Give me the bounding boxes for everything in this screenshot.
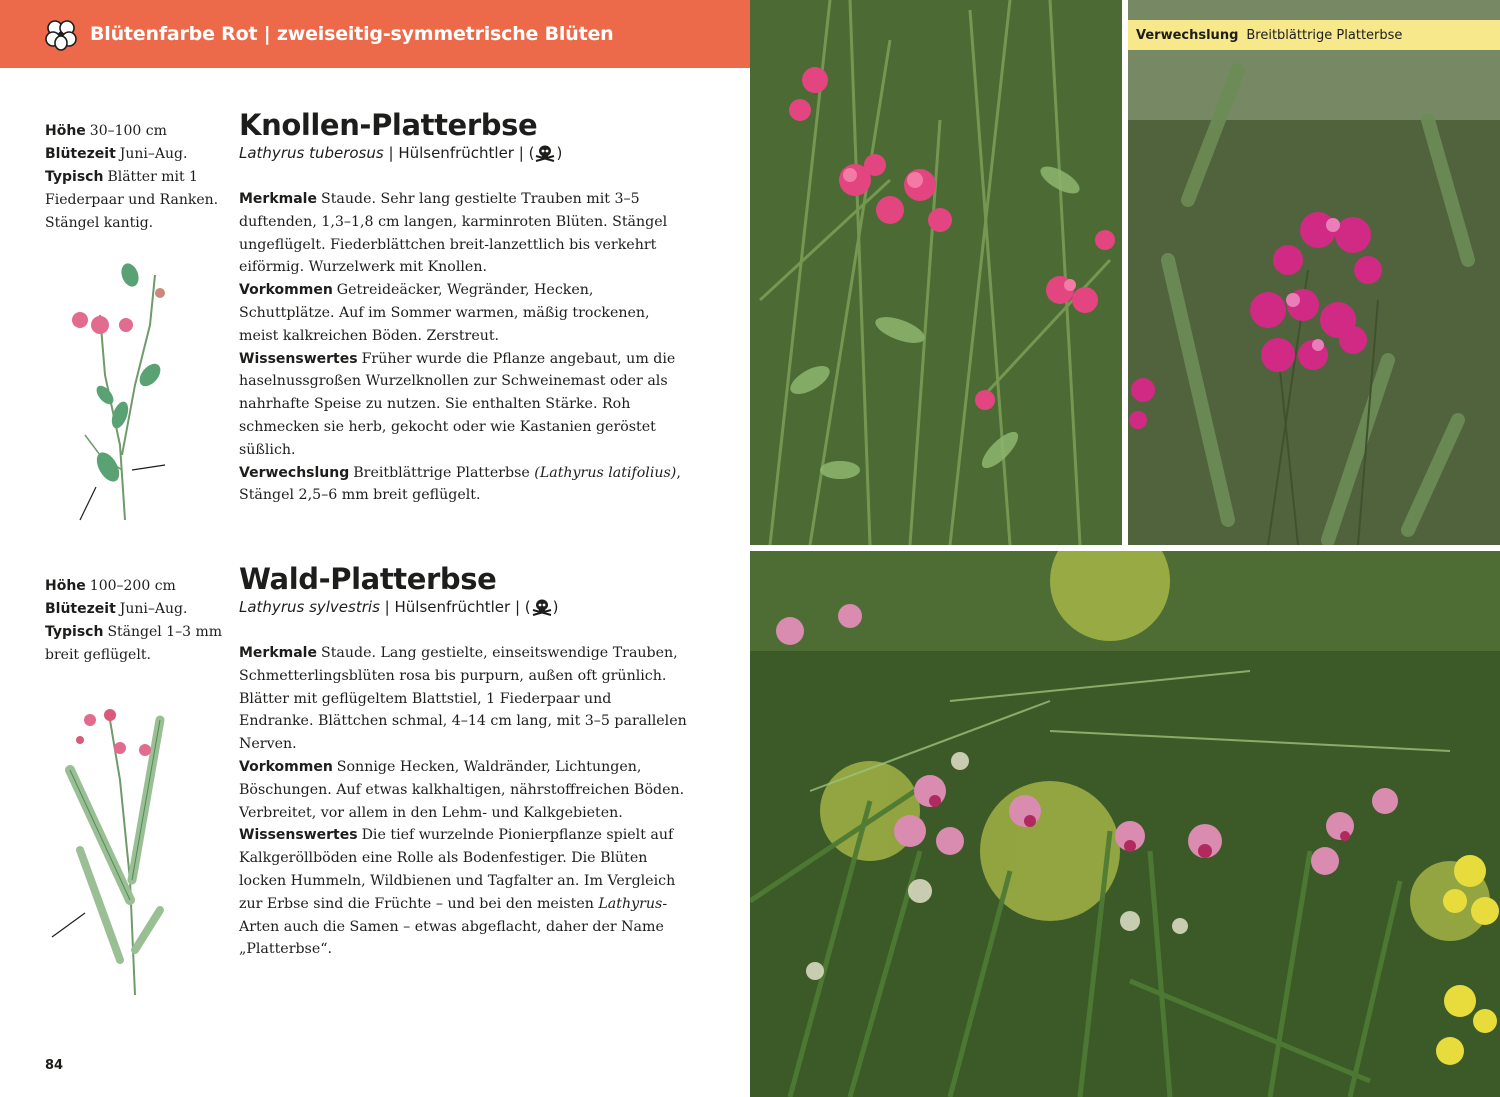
latin-name: Lathyrus tuberosus — [239, 144, 384, 162]
merkmale-label: Merkmale — [239, 645, 317, 661]
wissenswertes-paragraph — [239, 348, 689, 462]
family-name: Hülsenfrüchtler — [394, 598, 511, 616]
photo-caption-label: Verwechslung — [1136, 27, 1239, 43]
wissenswertes-text: Die tief wurzelnde Pionierpflanze spielt auf Kalkgeröllböden eine Rolle als Bodenfestiger. Die Blüten locken Hummeln, Wildbienen und Tagfalter an. Im Vergleich zur Erbse sind die Früchte – und bei den meisten — [239, 827, 676, 912]
photo-wald-platterbse — [750, 551, 1500, 1097]
species-title: Knollen-Platterbse — [239, 108, 538, 142]
wissenswertes-label: Wissenswertes — [239, 350, 358, 367]
typical-value: Stängel 1–3 mm breit geflügelt. — [45, 624, 223, 663]
verwechslung-text: Breitblättrige Platterbse — [353, 464, 530, 481]
merkmale-paragraph — [239, 642, 689, 756]
header-title: Blütenfarbe Rot | zweiseitig-symmetrische Blüten — [90, 23, 614, 45]
wissenswertes-latin: Lathyrus — [598, 895, 663, 912]
poison-skull-icon — [534, 144, 556, 162]
family-name: Hülsenfrüchtler — [398, 144, 514, 162]
vorkommen-text: Getreideäcker, Wegränder, Hecken, Schuttplätze. Auf im Sommer warmen, mäßig trockenen, meist kalkreichen Böden. Zerstreut. — [239, 282, 650, 344]
bloom-label: Blütezeit — [45, 146, 116, 162]
vorkommen-paragraph — [239, 756, 689, 824]
wissenswertes-text: Früher wurde die Pflanze angebaut, um die haselnussgroßen Wurzelknollen zur Schweinemast oder als nahrhafte Speise zu nutzen. Sie enthalten Stärke. Roh schmecken sie herb, gekocht oder wie Kastanien geröstet süßlich. — [239, 350, 676, 458]
species-subtitle: Lathyrus sylvestris | Hülsenfrüchtler | ( ) — [239, 598, 559, 616]
page-number: 84 — [45, 1058, 64, 1073]
vorkommen-text: Sonnige Hecken, Waldränder, Lichtungen, Böschungen. Auf etwas kalkhaltigen, nährstoffreichen Böden. Verbreitet, vor allem in den Lehm- und Kalkgebieten. — [239, 758, 685, 821]
photo-gutter — [750, 545, 1500, 551]
photo-breitblaettrige-platterbse — [1128, 0, 1500, 545]
bloom-value: Juni–Aug. — [119, 146, 188, 162]
typical-label: Typisch — [45, 624, 104, 640]
fact-box — [45, 120, 225, 235]
section-header — [0, 0, 750, 68]
poison-skull-icon — [531, 598, 553, 616]
botanical-illustration — [60, 255, 190, 525]
verwechslung-label: Verwechslung — [239, 464, 350, 481]
vorkommen-label: Vorkommen — [239, 758, 333, 775]
wissenswertes-label: Wissenswertes — [239, 827, 358, 844]
merkmale-text: Staude. Lang gestielte, einseitswendige Trauben, Schmetterlingsblüten rosa bis purpurn, außen oft grünlich. Blätter mit geflügeltem Blattstiel, 1 Fiederpaar und Endranke. Blättchen schmal, 4–14 cm lang, mit 3–5 parallelen Nerven. — [239, 645, 687, 753]
species-subtitle: Lathyrus tuberosus | Hülsenfrüchtler | ( ) — [239, 144, 563, 162]
verwechslung-paragraph — [239, 462, 689, 508]
flower-icon — [44, 17, 78, 51]
photo-caption-badge — [1128, 20, 1500, 50]
photo-caption-text: Breitblättrige Platterbse — [1246, 27, 1403, 43]
merkmale-label: Merkmale — [239, 191, 317, 207]
merkmale-text: Staude. Sehr lang gestielte Trauben mit 3–5 duftenden, 1,3–1,8 cm langen, karminroten Blüten. Stängel ungeflügelt. Fiederblättchen breit-lanzettlich bis verkehrt eiförmig. Wurzelwerk mit Knollen. — [239, 191, 668, 276]
verwechslung-text-end: , Stängel 2,5–6 mm breit geflügelt. — [239, 464, 681, 504]
photo-knollen-platterbse — [750, 0, 1122, 545]
height-label: Höhe — [45, 123, 86, 139]
bloom-value: Juni–Aug. — [119, 601, 188, 617]
species-description — [239, 188, 689, 507]
fact-box — [45, 575, 225, 667]
wissenswertes-text-end: -Arten auch die Samen – etwas abgeflacht, daher der Name „Platterbse“. — [239, 895, 668, 958]
typical-value: Blätter mit 1 Fiederpaar und Ranken. Stängel kantig. — [45, 169, 219, 231]
wissenswertes-paragraph — [239, 824, 689, 961]
height-value: 30–100 cm — [89, 123, 167, 139]
vorkommen-paragraph — [239, 279, 689, 347]
species-title: Wald-Platterbse — [239, 562, 497, 596]
height-value: 100–200 cm — [89, 578, 176, 594]
latin-name: Lathyrus sylvestris — [239, 598, 380, 616]
bloom-label: Blütezeit — [45, 601, 116, 617]
merkmale-paragraph — [239, 188, 689, 279]
height-label: Höhe — [45, 578, 86, 594]
botanical-illustration — [50, 700, 180, 1000]
species-description — [239, 642, 689, 961]
photo-gutter — [1122, 0, 1128, 545]
verwechslung-latin: (Lathyrus latifolius) — [534, 464, 677, 481]
typical-label: Typisch — [45, 169, 104, 185]
vorkommen-label: Vorkommen — [239, 282, 333, 299]
